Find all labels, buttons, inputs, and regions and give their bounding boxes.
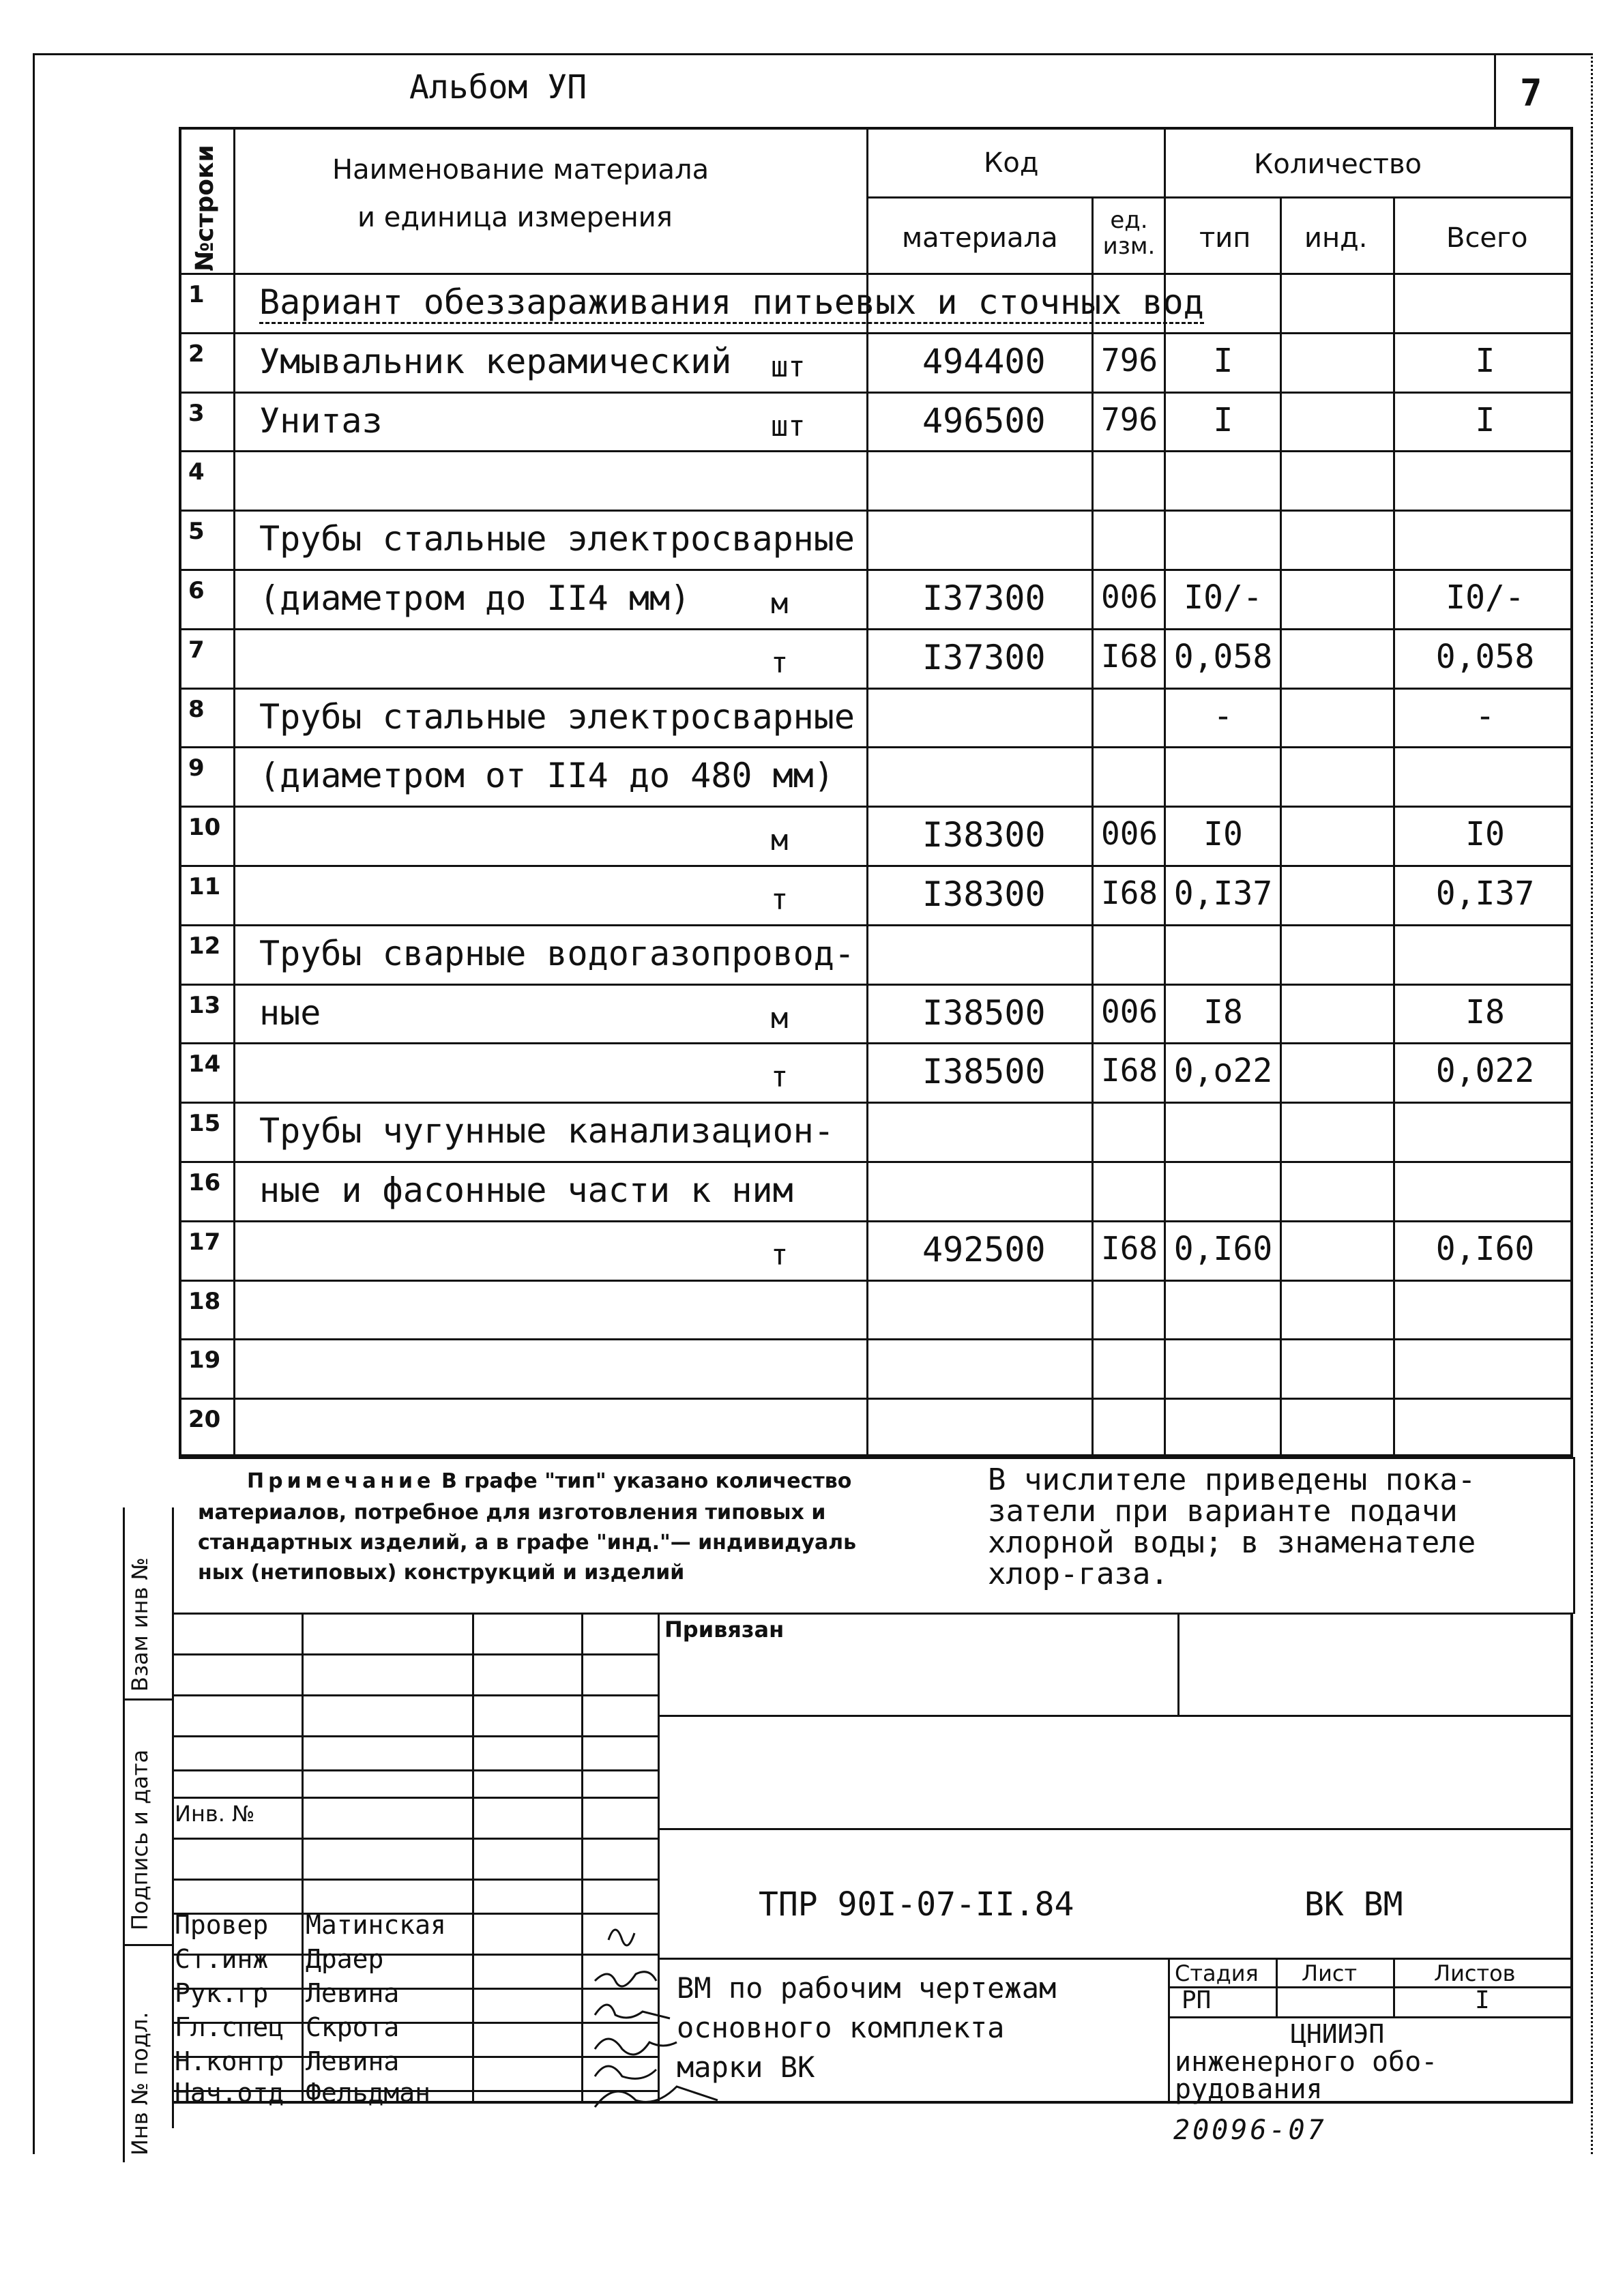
row-unit-code: 006 [1101, 992, 1158, 1030]
row-qty-type: I8 [1203, 992, 1243, 1031]
stamp-row-line [172, 1735, 658, 1737]
note-left-text1: В графе "тип" указано количество [441, 1469, 852, 1493]
row-name: Трубы сварные водогазопровод- [259, 933, 855, 973]
row-name: Трубы стальные электросварные [259, 696, 855, 737]
row-unit: шт [771, 409, 806, 443]
row-unit-code: 796 [1101, 341, 1158, 379]
row-qty-total: I0/- [1446, 578, 1525, 617]
stamp-person: Драер [306, 1944, 384, 1974]
row-number: 4 [188, 458, 205, 486]
stage-value: РП [1182, 1986, 1212, 2014]
row-qty-total: I [1475, 400, 1495, 439]
stamp-row-line [172, 1653, 658, 1655]
signatures [581, 1913, 745, 2110]
stamp-person: Скрота [306, 2012, 400, 2042]
row-qty-total: 0,022 [1435, 1052, 1535, 1091]
note-block [179, 1457, 1573, 1614]
row-unit: т [771, 645, 789, 679]
inv-no-label: Инв. № [175, 1801, 255, 1827]
stamp-row-line [172, 1797, 658, 1799]
row-divider [179, 1338, 1573, 1340]
page-number: 7 [1520, 72, 1542, 115]
doc-title-line3: марки ВК [677, 2050, 815, 2084]
row-number: 2 [188, 340, 205, 368]
note-left-line1 [247, 1469, 851, 1493]
row-unit: т [771, 883, 789, 916]
row-number: 19 [188, 1346, 221, 1374]
row-material-code: I37300 [922, 578, 1046, 618]
row-material-code: 492500 [922, 1229, 1046, 1269]
row-number-header: №строки [191, 145, 219, 271]
row-qty-type: 0,I60 [1173, 1229, 1273, 1268]
stamp-role: Ст.инж [175, 1944, 269, 1974]
row-number: 12 [188, 932, 221, 960]
row-unit: шт [771, 349, 806, 383]
row-unit-code: I68 [1101, 874, 1158, 911]
row-material-code: 494400 [922, 341, 1046, 381]
row-qty-type: I [1213, 400, 1233, 439]
footer-number: 20096-07 [1173, 2115, 1327, 2146]
doc-title-line1: ВМ по рабочим чертежам [677, 1971, 1057, 2005]
name-header-line1: Наименование материала [332, 154, 709, 186]
row-number: 5 [188, 518, 205, 546]
name-header-line2: и единица измерения [357, 202, 673, 233]
row-number: 14 [188, 1050, 221, 1078]
row-number: 11 [188, 873, 221, 900]
row-divider [179, 332, 1573, 334]
note-lead: Примечание [247, 1469, 435, 1493]
sheet-label: Лист [1302, 1960, 1358, 1986]
stage-label: Стадия [1175, 1960, 1259, 1986]
row-name: Умывальник керамический [259, 341, 732, 381]
row-name: Унитаз [259, 400, 383, 441]
row-qty-total: 0,I37 [1435, 874, 1535, 913]
row-qty-type: I0/- [1184, 578, 1263, 617]
org-line2: инженерного обо- [1175, 2046, 1438, 2078]
stamp-person: Левина [306, 2046, 400, 2076]
row-name: Трубы стальные электросварные [259, 519, 855, 559]
note-right-line1: В числителе приведены пока- [988, 1462, 1476, 1497]
side-vzam: Взам инв № [127, 1557, 153, 1692]
row-material-code: I38300 [922, 874, 1046, 914]
row-divider [179, 1220, 1573, 1222]
row-qty-type: 0,058 [1173, 637, 1273, 676]
row-number: 10 [188, 814, 221, 842]
row-qty-total: 0,058 [1435, 637, 1535, 676]
sheets-value: I [1475, 1986, 1490, 2014]
row-qty-total: I [1475, 341, 1495, 380]
row-number: 18 [188, 1287, 221, 1315]
row-number: 8 [188, 695, 205, 723]
note-left-line2: материалов, потребное для изготовления типовых и [198, 1501, 826, 1525]
stamp-row-line [172, 1769, 658, 1771]
row-qty-total: - [1475, 696, 1495, 735]
row-number: 16 [188, 1169, 221, 1196]
row-number: 6 [188, 577, 205, 604]
row-name: ные и фасонные части к ним [259, 1171, 793, 1210]
row-divider [179, 806, 1573, 808]
privyazan-label: Привязан [664, 1617, 785, 1643]
row-unit-code: 006 [1101, 815, 1158, 853]
doc-code: ТПР 90I-07-II.84 [759, 1885, 1074, 1924]
row-name: (диаметром до II4 мм) [259, 578, 691, 618]
sheets-label: Листов [1434, 1960, 1516, 1986]
frame-left-line [33, 53, 35, 2154]
row-number: 13 [188, 991, 221, 1019]
row-divider [179, 984, 1573, 986]
side-podpis: Подпись и дата [127, 1749, 153, 1930]
note-right-line4: хлор-газа. [988, 1557, 1169, 1591]
stamp-row-line [172, 1838, 658, 1840]
row-qty-total: 0,I60 [1435, 1229, 1535, 1268]
qty-total-header: Всего [1446, 222, 1528, 254]
row-divider [179, 392, 1573, 394]
row-name: ные [259, 992, 321, 1033]
row-unit-code: 006 [1101, 578, 1158, 615]
stamp-role: Н.контр [175, 2046, 284, 2076]
row-name: Вариант обеззараживания питьевых и сточных вод [259, 282, 1204, 324]
row-qty-total: I0 [1465, 815, 1505, 854]
stamp-role: Рук.гр [175, 1978, 269, 2008]
code-group-header: Код [984, 147, 1039, 179]
row-divider [179, 1042, 1573, 1044]
doc-title-line2: основного комплекта [677, 2011, 1005, 2044]
code-material-header: материала [902, 222, 1058, 254]
stamp-person: Матинская [306, 1910, 446, 1940]
stamp-role: Гл.спец [175, 2012, 284, 2042]
row-divider [179, 628, 1573, 630]
row-unit-code: I68 [1101, 637, 1158, 675]
row-unit: м [771, 587, 789, 620]
title-block [172, 1613, 1573, 2108]
row-unit-code: 796 [1101, 400, 1158, 438]
note-right-line3: хлорной воды; в знаменателе [988, 1525, 1476, 1560]
row-qty-total: I8 [1465, 992, 1505, 1031]
row-divider [179, 450, 1573, 452]
row-material-code: 496500 [922, 400, 1046, 441]
row-qty-type: I [1213, 341, 1233, 380]
row-material-code: I38300 [922, 815, 1046, 855]
row-unit: м [771, 823, 789, 857]
row-name: (диаметром от II4 до 480 мм) [259, 756, 834, 796]
row-material-code: I38500 [922, 992, 1046, 1033]
row-divider [179, 1398, 1573, 1400]
row-unit: т [771, 1060, 789, 1094]
note-left-line4: ных (нетиповых) конструкций и изделий [198, 1561, 685, 1585]
row-number: 1 [188, 281, 205, 308]
stamp-person: Фельдман [306, 2078, 431, 2108]
page-number-divider [1494, 53, 1496, 128]
row-unit-code: I68 [1101, 1052, 1158, 1089]
row-number: 3 [188, 399, 205, 427]
org-line1: ЦНИИЭП [1291, 2019, 1385, 2049]
album-title: Альбом УП [409, 68, 587, 106]
row-qty-type: - [1213, 696, 1233, 735]
row-number: 17 [188, 1228, 221, 1256]
row-divider [179, 746, 1573, 748]
row-number: 15 [188, 1110, 221, 1138]
row-name: Трубы чугунные канализацион- [259, 1111, 834, 1151]
row-number: 9 [188, 754, 205, 782]
row-divider [179, 510, 1573, 512]
row-divider [179, 865, 1573, 867]
row-number: 7 [188, 636, 205, 664]
row-unit: т [771, 1237, 789, 1271]
row-material-code: I38500 [922, 1052, 1046, 1092]
row-number: 20 [188, 1406, 221, 1434]
qty-type-header: тип [1199, 222, 1251, 254]
code-unit-header: ед. изм. [1102, 207, 1156, 260]
stamp-role: Нач.отд [175, 2078, 284, 2108]
row-qty-type: 0,I37 [1173, 874, 1273, 913]
note-left-line3: стандартных изделий, а в графе "инд."— индивидуаль [198, 1531, 857, 1555]
qty-group-header: Количество [1254, 149, 1422, 180]
stamp-person: Левина [306, 1978, 400, 2008]
side-strip [96, 1507, 172, 2169]
stamp-role: Провер [175, 1910, 269, 1940]
row-divider [179, 1161, 1573, 1163]
qty-ind-header: инд. [1304, 222, 1368, 254]
org-line3: рудования [1175, 2074, 1323, 2105]
row-divider [179, 1102, 1573, 1104]
stamp-row-line [172, 1879, 658, 1881]
row-divider [179, 688, 1573, 690]
frame-top-line [33, 53, 1592, 55]
row-qty-type: 0,o22 [1173, 1052, 1273, 1091]
row-material-code: I37300 [922, 637, 1046, 677]
side-inv-podl: Инв № подл. [127, 2012, 153, 2155]
stamp-row-line [172, 1694, 658, 1696]
frame-right-line [1591, 53, 1593, 2154]
note-right-line2: затели при варианте подачи [988, 1494, 1458, 1529]
row-divider [179, 569, 1573, 571]
row-unit-code: I68 [1101, 1229, 1158, 1267]
row-divider [179, 924, 1573, 926]
row-divider [179, 1280, 1573, 1282]
row-unit: м [771, 1001, 789, 1035]
row-qty-type: I0 [1203, 815, 1243, 854]
doc-mark: ВК ВМ [1304, 1885, 1403, 1924]
materials-table [179, 127, 1573, 1457]
